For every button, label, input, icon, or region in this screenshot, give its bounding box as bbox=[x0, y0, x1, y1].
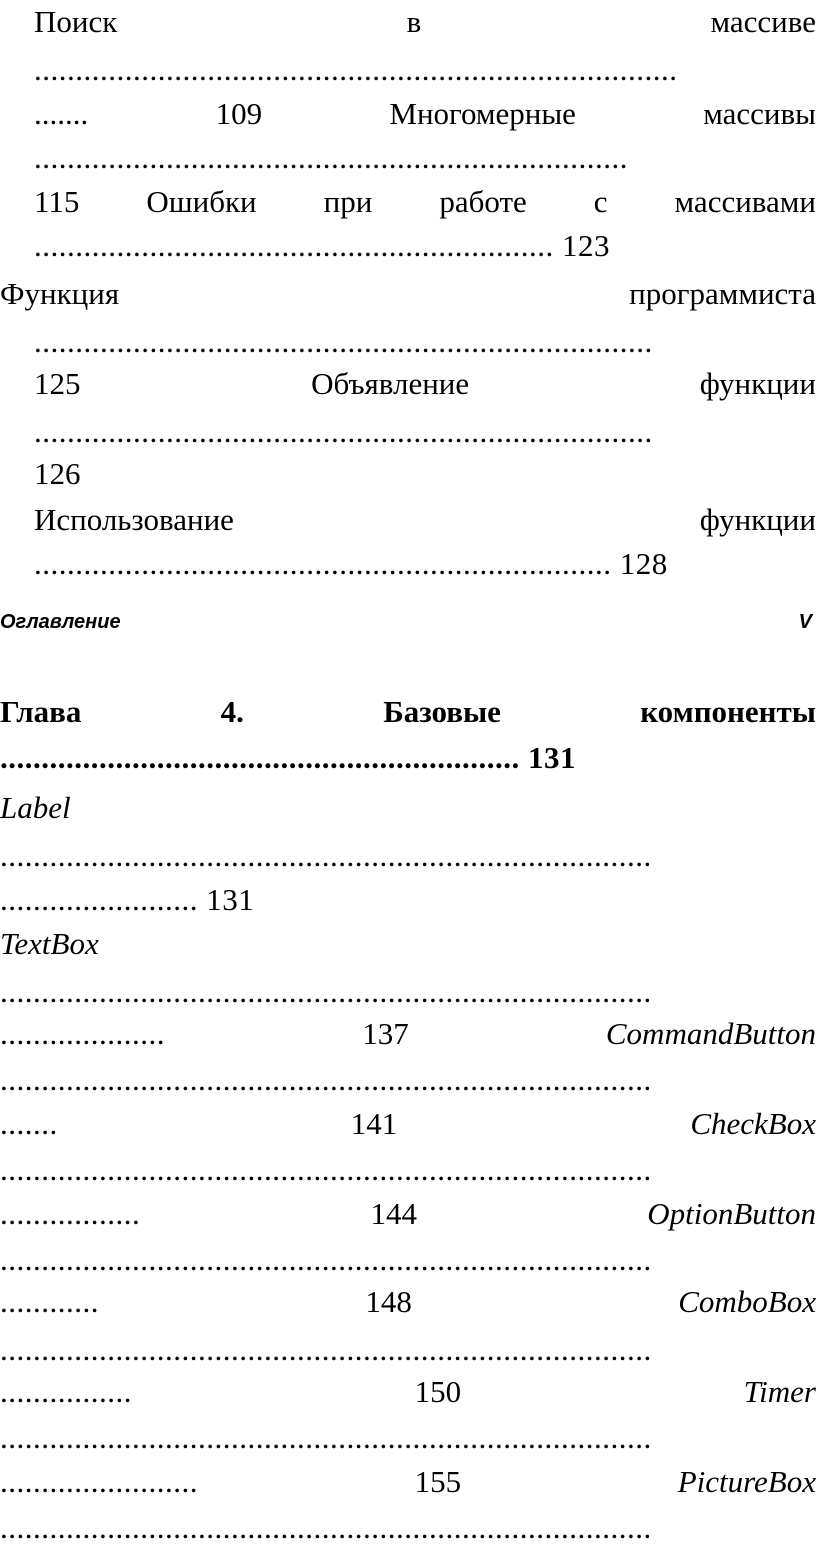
toc-line-commandbutton bbox=[0, 1016, 816, 1052]
toc-word: с bbox=[593, 184, 608, 219]
running-header-page-number: V bbox=[798, 611, 812, 633]
toc-leader-dots: ............................................................................... bbox=[0, 1152, 652, 1187]
toc-line-combobox bbox=[0, 1284, 816, 1320]
toc-line-function-declaration bbox=[34, 366, 816, 402]
toc-page-number: 155 bbox=[414, 1464, 462, 1499]
toc-word: при bbox=[323, 184, 373, 219]
toc-line-function-usage bbox=[34, 502, 816, 538]
toc-leader-dots: .................... bbox=[0, 1016, 165, 1051]
toc-leader-dots: .............................................................................. bbox=[34, 52, 678, 87]
toc-entry-checkbox: CheckBox bbox=[690, 1106, 816, 1141]
toc-leader-dots: ............................................................................... bbox=[0, 1332, 652, 1367]
toc-word: 4. bbox=[220, 694, 244, 729]
toc-word: Базовые bbox=[383, 694, 501, 729]
toc-leader-dots: ............................................................................... bbox=[0, 974, 652, 1009]
toc-entry-optionbutton: OptionButton bbox=[647, 1196, 816, 1231]
running-header-title: Оглавление bbox=[0, 611, 121, 633]
toc-line-multidim-arrays bbox=[34, 96, 816, 132]
toc-line-programmer-function bbox=[0, 276, 816, 312]
toc-line-array-errors bbox=[34, 184, 816, 220]
toc-word: Глава bbox=[0, 694, 82, 729]
toc-page-number: 109 bbox=[215, 96, 263, 131]
toc-leader-dots: ............................................................................... bbox=[0, 1510, 652, 1545]
toc-leader-with-page: ........................ 131 bbox=[0, 882, 255, 917]
toc-word: программиста bbox=[629, 276, 816, 311]
toc-word: функции bbox=[699, 366, 816, 401]
toc-page-number: 141 bbox=[350, 1106, 398, 1141]
toc-page-number: 148 bbox=[365, 1284, 412, 1319]
toc-line-timer bbox=[0, 1374, 816, 1410]
toc-page-number: 115 bbox=[34, 184, 80, 219]
toc-line-array-search bbox=[34, 4, 816, 40]
toc-leader-dots: ....... bbox=[0, 1106, 58, 1141]
toc-leader-with-page: ...................................................................... 128 bbox=[34, 546, 668, 581]
toc-leader-dots: ............................................................................... bbox=[0, 838, 652, 873]
toc-word: массиве bbox=[710, 4, 816, 39]
toc-word: массивы bbox=[703, 96, 816, 131]
toc-word: Объявление bbox=[311, 366, 470, 401]
toc-leader-dots: ................ bbox=[0, 1374, 132, 1409]
toc-word: компоненты bbox=[640, 694, 816, 729]
toc-word: Функция bbox=[0, 276, 120, 311]
toc-entry-textbox: TextBox bbox=[0, 926, 99, 961]
toc-line-checkbox bbox=[0, 1106, 816, 1142]
toc-word: в bbox=[406, 4, 422, 39]
toc-leader-dots: ............................................................................... bbox=[0, 1062, 652, 1097]
toc-entry-label: Label bbox=[0, 790, 71, 825]
toc-leader-dots: ........................ bbox=[0, 1464, 198, 1499]
toc-leader-dots: ....... bbox=[34, 96, 89, 131]
toc-word: функции bbox=[699, 502, 816, 537]
toc-page-number: 144 bbox=[370, 1196, 417, 1231]
toc-leader-dots: ........................................................................... bbox=[34, 324, 653, 359]
toc-word: Ошибки bbox=[146, 184, 257, 219]
toc-word: Использование bbox=[34, 502, 234, 537]
toc-line-picturebox bbox=[0, 1464, 816, 1500]
toc-leader-dots: ............................................................................... bbox=[0, 1242, 652, 1277]
toc-leader-dots: ........................................................................... bbox=[34, 414, 653, 449]
toc-page-number: 125 bbox=[34, 366, 81, 401]
toc-leader-dots: ................. bbox=[0, 1196, 141, 1231]
toc-word: Поиск bbox=[34, 4, 118, 39]
toc-entry-picturebox: PictureBox bbox=[677, 1464, 816, 1499]
toc-entry-timer: Timer bbox=[743, 1374, 816, 1409]
toc-word: работе bbox=[439, 184, 527, 219]
toc-word: массивами bbox=[674, 184, 816, 219]
toc-entry-commandbutton: CommandButton bbox=[605, 1016, 816, 1051]
toc-entry-combobox: ComboBox bbox=[678, 1284, 816, 1319]
toc-word: Многомерные bbox=[389, 96, 576, 131]
toc-page-number: 137 bbox=[362, 1016, 409, 1051]
toc-page-number: 150 bbox=[414, 1374, 462, 1409]
toc-leader-with-page: ............................................................... 123 bbox=[34, 228, 610, 263]
toc-leader-with-page: ............................................................... 131 bbox=[0, 740, 576, 775]
toc-leader-dots: ............ bbox=[0, 1284, 99, 1319]
toc-page-number: 126 bbox=[34, 456, 81, 491]
toc-chapter-4-title bbox=[0, 694, 816, 730]
toc-line-optionbutton bbox=[0, 1196, 816, 1232]
toc-leader-dots: ............................................................................... bbox=[0, 1420, 652, 1455]
toc-leader-dots: ........................................................................ bbox=[34, 140, 628, 175]
